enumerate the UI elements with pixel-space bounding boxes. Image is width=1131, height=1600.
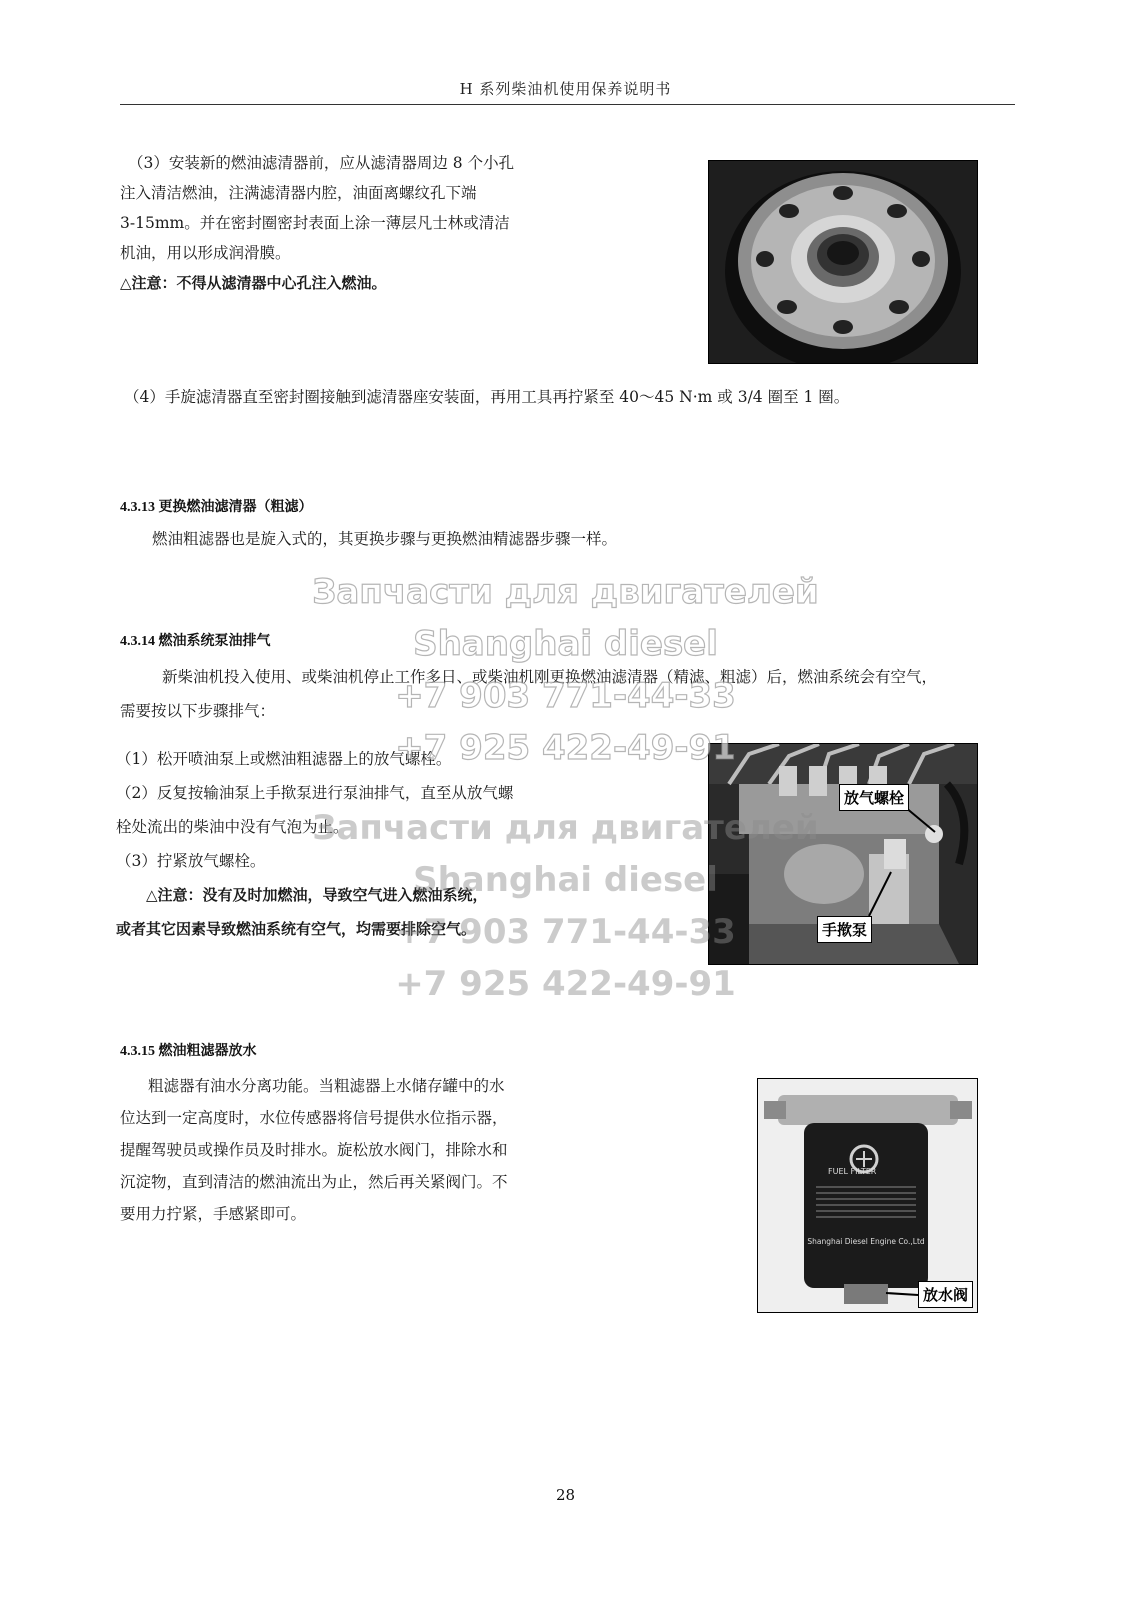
bleed-note-line-1: △注意：没有及时加燃油，导致空气进入燃油系统， <box>146 886 488 904</box>
watermark-lower-line-1: Запчасти для двигателей <box>312 808 819 848</box>
section-4315-heading: 4.3.15 燃油粗滤器放水 <box>120 1044 257 1059</box>
section-4313-text: 燃油粗滤器也是旋入式的，其更换步骤与更换燃油精滤器步骤一样。 <box>152 530 618 548</box>
watermark-lower-line-4: +7 925 422-49-91 <box>395 964 736 1004</box>
filter-brand-text: Shanghai Diesel Engine Co.,Ltd <box>807 1237 925 1246</box>
injection-pump-photo <box>708 743 978 965</box>
watermark-lower-line-3: +7 903 771-44-33 <box>395 912 736 952</box>
drain-line-1: 粗滤器有油水分离功能。当粗滤器上水储存罐中的水 <box>148 1077 505 1095</box>
drain-valve-label: 放水阀 <box>918 1281 973 1308</box>
fuel-filter-drain-illustration <box>758 1079 977 1312</box>
bleed-step-2-line-2: 栓处流出的柴油中没有气泡为止。 <box>116 818 349 836</box>
page-number: 28 <box>555 1486 576 1504</box>
section-4315-paragraph <box>120 1070 544 1230</box>
watermark-lower-line-2: Shanghai diesel <box>413 860 718 900</box>
install-note: △注意：不得从滤清器中心孔注入燃油。 <box>120 274 387 292</box>
fuel-filter-drain-photo <box>757 1078 978 1313</box>
section-4314-heading: 4.3.14 燃油系统泵油排气 <box>120 634 271 649</box>
fuel-filter-top-photo <box>708 160 978 364</box>
fuel-filter-top-illustration <box>709 161 977 363</box>
install-paragraph <box>120 148 540 298</box>
watermark-upper-line-2: Shanghai diesel <box>413 624 718 664</box>
section-4313-heading: 4.3.13 更换燃油滤清器（粗滤） <box>120 500 313 515</box>
section-4314-intro-2: 需要按以下步骤排气： <box>120 702 276 720</box>
drain-line-3: 提醒驾驶员或操作员及时排水。旋松放水阀门，排除水和 <box>120 1141 508 1159</box>
filter-title-text: FUEL FILTER <box>828 1167 877 1176</box>
drain-line-2: 位达到一定高度时，水位传感器将信号提供水位指示器， <box>120 1109 508 1127</box>
watermark-upper-line-1: Запчасти для двигателей <box>312 572 819 612</box>
bleed-note-line-2: 或者其它因素导致燃油系统有空气，均需要排除空气。 <box>116 920 477 938</box>
watermark-upper-line-4: +7 925 422-49-91 <box>395 728 736 768</box>
bleed-step-2-line-1: （2）反复按输油泵上手揿泵进行泵油排气，直至从放气螺 <box>116 784 514 802</box>
section-4314-intro-1: 新柴油机投入使用、或柴油机停止工作多日、或柴油机刚更换燃油滤清器（精滤、粗滤）后，燃油系统会有空气， <box>162 668 938 686</box>
install-line-3: 3-15mm。并在密封圈密封表面上涂一薄层凡士林或清洁 <box>120 214 510 232</box>
hand-pump-label: 手揿泵 <box>817 916 872 943</box>
bleed-step-3: （3）拧紧放气螺栓。 <box>116 852 266 870</box>
drain-line-5: 要用力拧紧，手感紧即可。 <box>120 1205 307 1223</box>
header-title: H 系列柴油机使用保养说明书 <box>459 80 672 98</box>
bleed-bolt-label: 放气螺栓 <box>839 784 909 811</box>
section-4314-steps <box>116 742 556 946</box>
install-line-4: 机油，用以形成润滑膜。 <box>120 244 291 262</box>
install-step-4: （4）手旋滤清器直至密封圈接触到滤清器座安装面，再用工具再拧紧至 40～45 N·m 或 3/4 圈至 1 圈。 <box>124 388 850 406</box>
watermark-upper-line-3: +7 903 771-44-33 <box>395 676 736 716</box>
drain-line-4: 沉淀物，直到清洁的燃油流出为止，然后再关紧阀门。不 <box>120 1173 508 1191</box>
install-line-1: （3）安装新的燃油滤清器前，应从滤清器周边 8 个小孔 <box>128 154 515 172</box>
header-divider <box>120 104 1015 105</box>
bleed-step-1: （1）松开喷油泵上或燃油粗滤器上的放气螺栓。 <box>116 750 452 768</box>
install-line-2: 注入清洁燃油，注满滤清器内腔，油面离螺纹孔下端 <box>120 184 477 202</box>
